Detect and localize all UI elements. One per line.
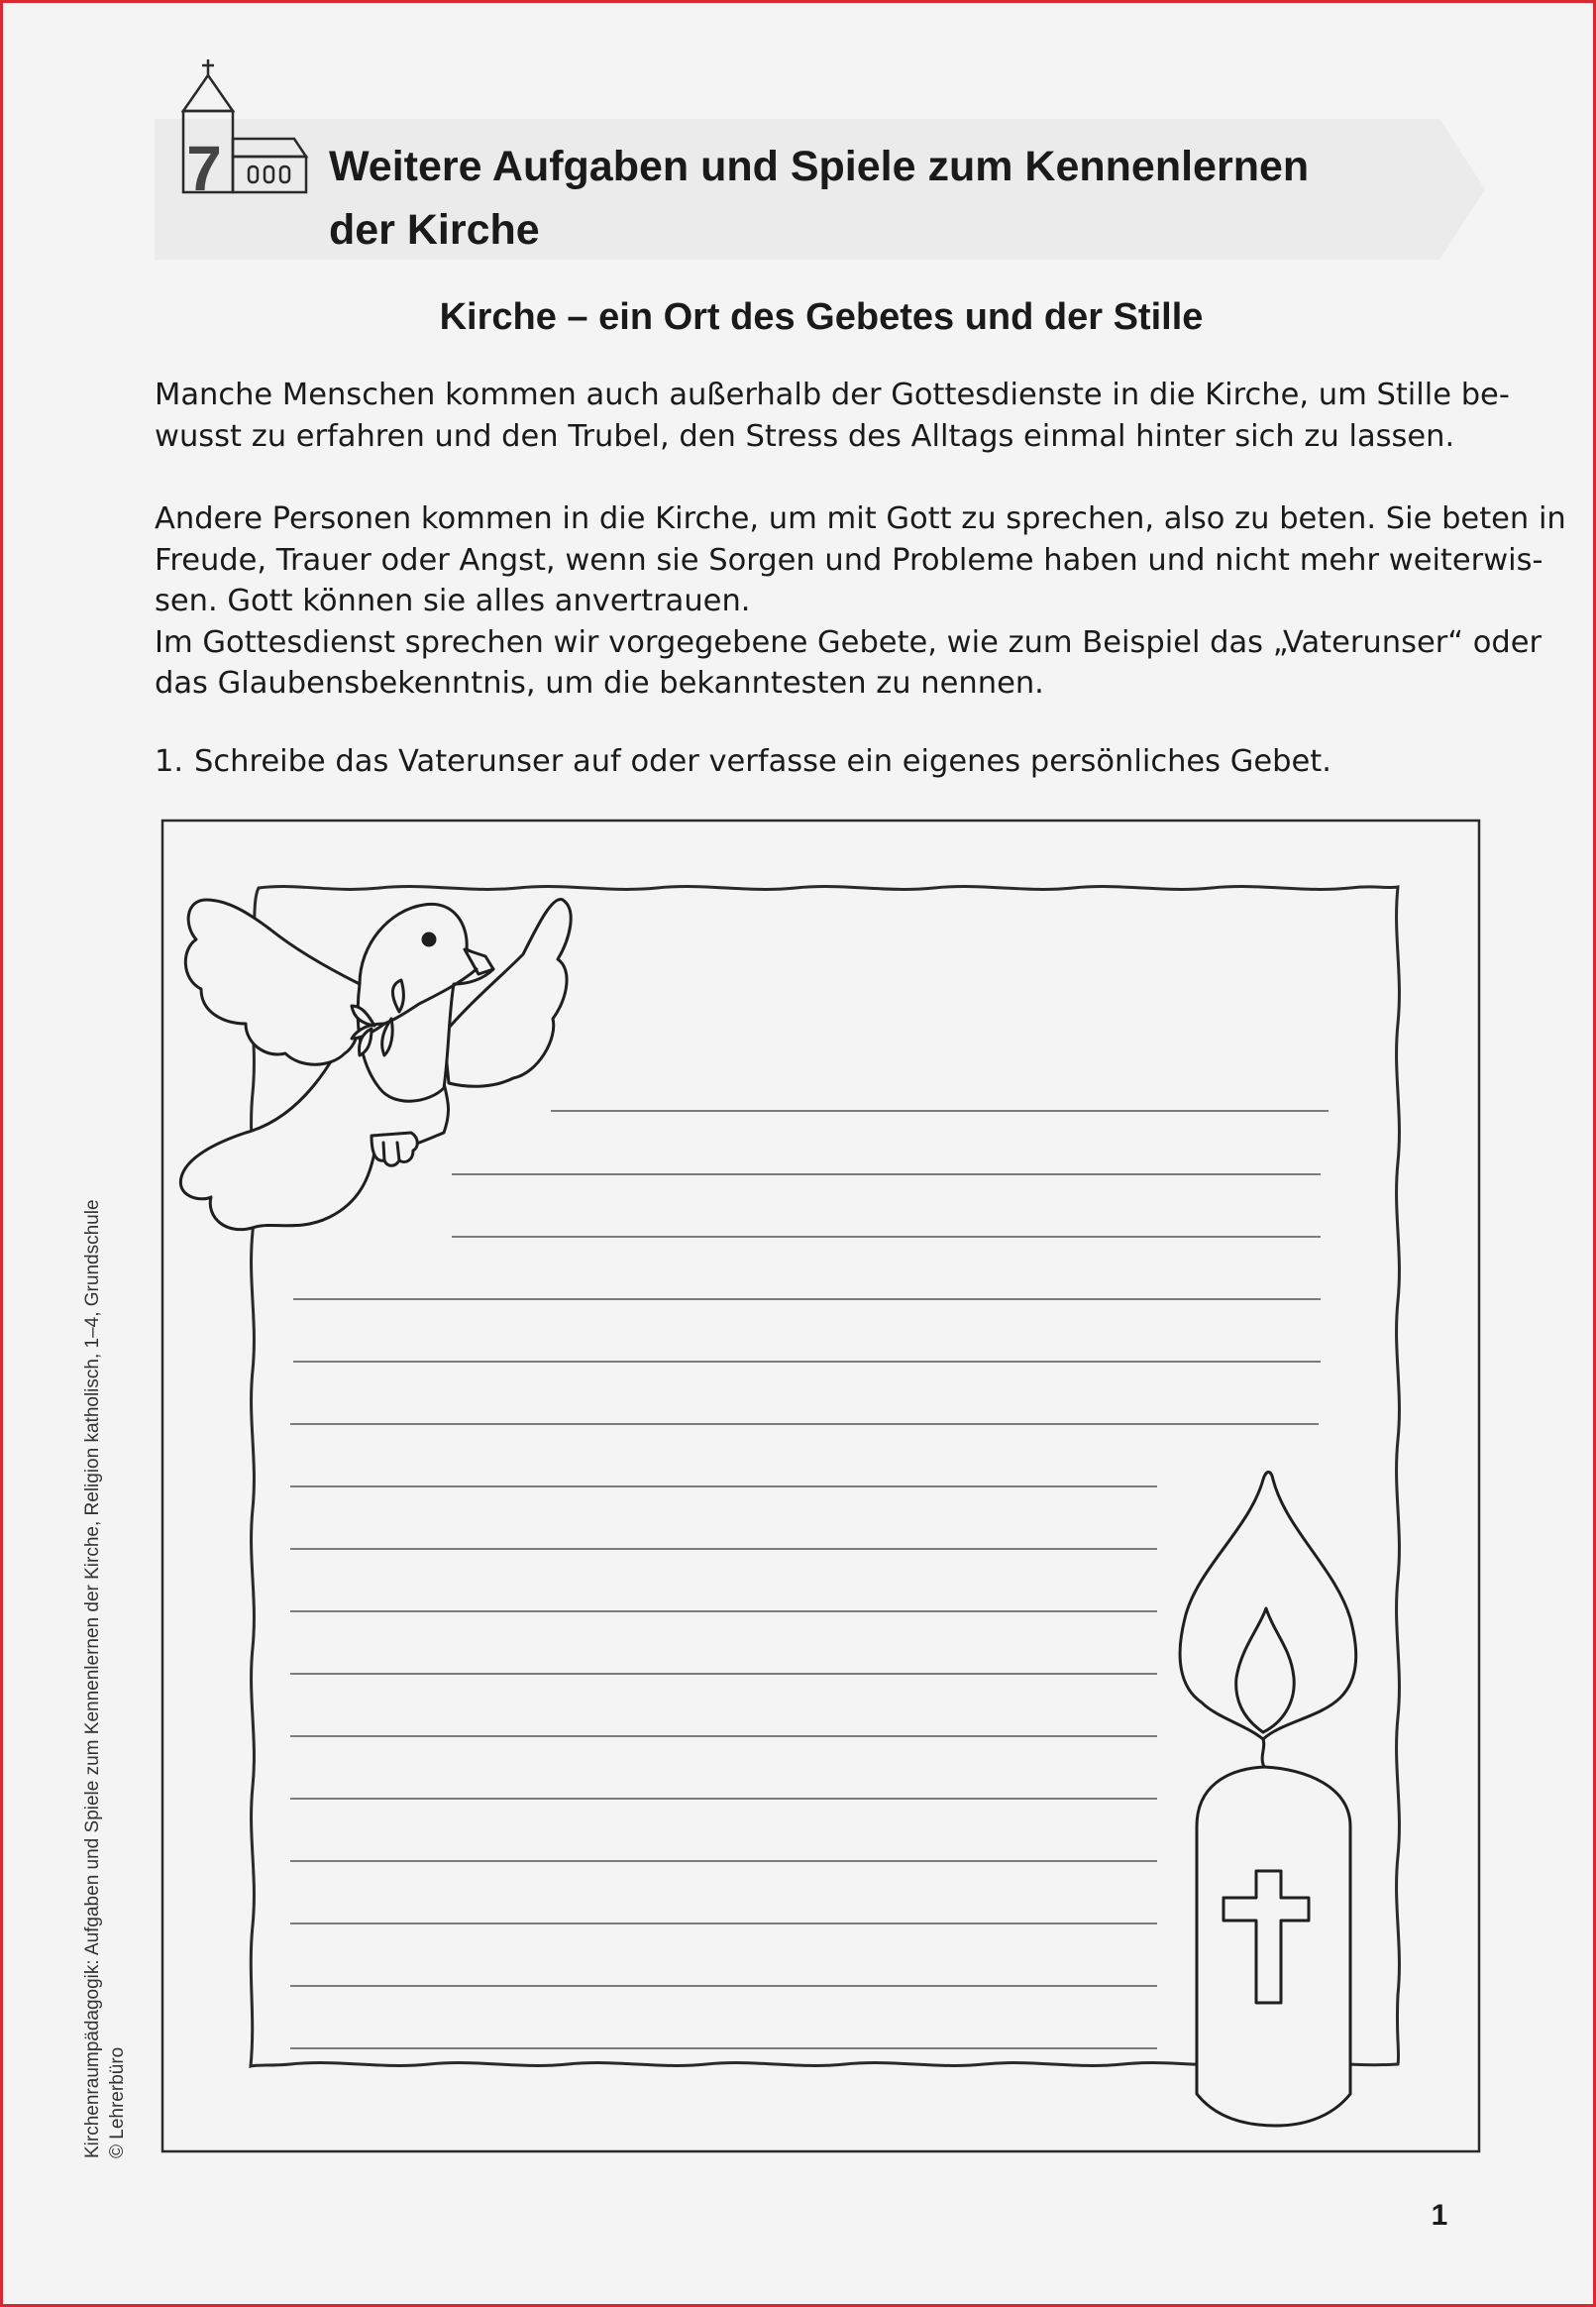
publisher-credit: © Lehrerbüro: [107, 2046, 128, 2158]
paragraph-line: das Glaubensbekenntnis, um die bekanntesten zu nennen.: [155, 666, 1044, 701]
paragraph-line: wusst zu erfahren und den Trubel, den Stress des Alltags einmal hinter sich zu lassen.: [155, 418, 1455, 454]
paragraph-line: Im Gottesdienst sprechen wir vorgegebene Gebete, wie zum Beispiel das „Vaterunser“ oder: [155, 624, 1543, 660]
paragraph-line: Manche Menschen kommen auch außerhalb der Gottesdienste in die Kirche, um Stille be-: [155, 378, 1510, 412]
paragraph-line: Freude, Trauer oder Angst, wenn sie Sorgen und Probleme haben und nicht mehr weiterwis-: [155, 542, 1543, 578]
page-title-line: der Kirche: [329, 206, 540, 254]
paragraph-line: Andere Personen kommen in die Kirche, um mit Gott zu sprechen, also zu beten. Sie beten in: [155, 501, 1566, 536]
writing-area: [3, 3, 1596, 2307]
source-credit: Kirchenraumpädagogik: Aufgaben und Spiele zum Kennenlernen der Kirche, Religion katholisch, 1–4, Grundschule: [82, 1199, 103, 2158]
task-number: 1.: [155, 744, 184, 779]
chapter-number: 7: [186, 133, 222, 204]
task-text: Schreibe das Vaterunser auf oder verfasse ein eigenes persönliches Gebet.: [194, 744, 1331, 779]
copyright-side-note: [80, 1199, 130, 2158]
page-title-line: Weitere Aufgaben und Spiele zum Kennenlernen: [329, 143, 1310, 190]
section-subtitle: Kirche – ein Ort des Gebetes und der Stille: [439, 296, 1204, 338]
page-number: 1: [1431, 2199, 1448, 2232]
paragraph-line: sen. Gott können sie alles anvertrauen.: [155, 584, 751, 618]
